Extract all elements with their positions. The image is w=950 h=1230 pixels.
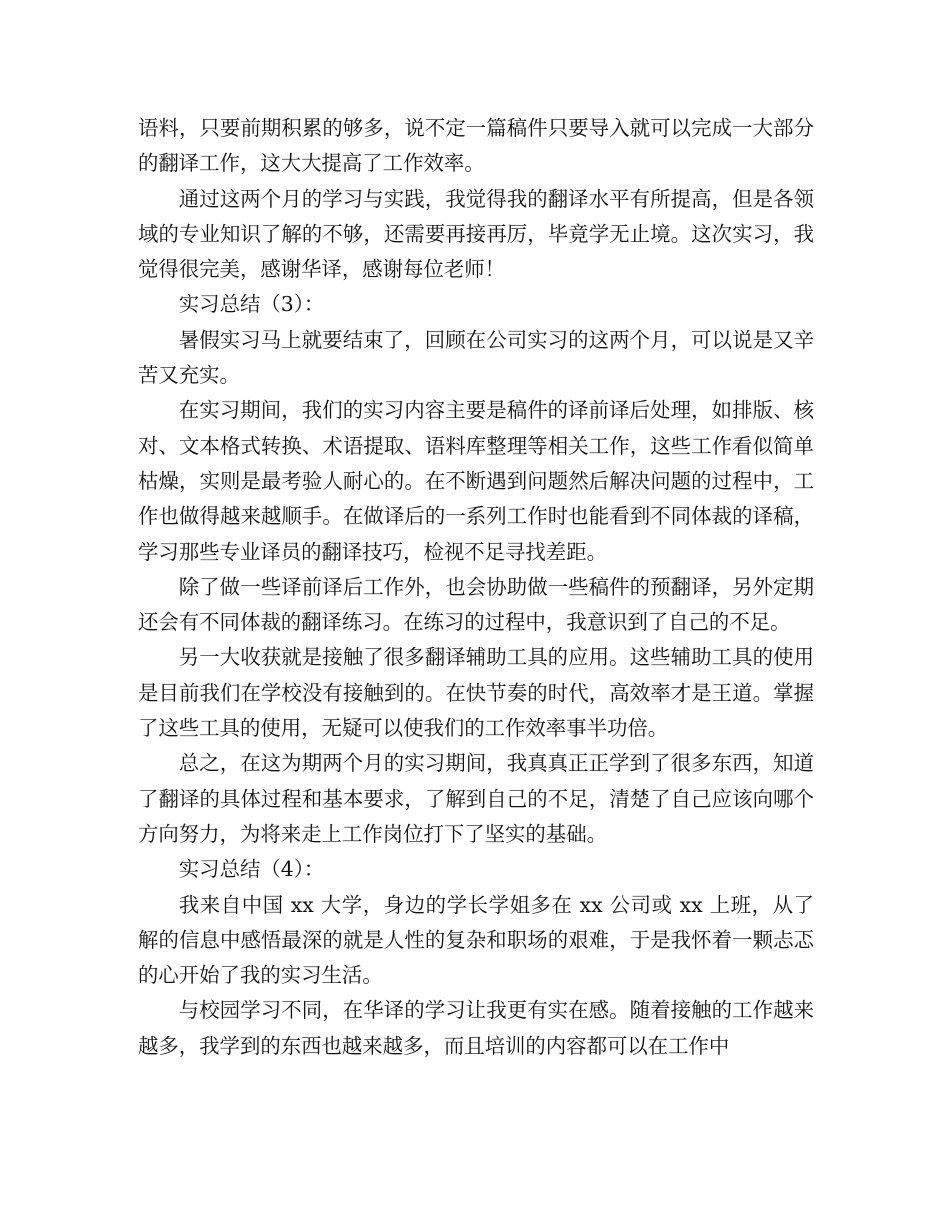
section-heading-summary-3: 实习总结（3）： [178,292,325,317]
paragraph-3: 暑假实习马上就要结束了，回顾在公司实习的这两个月，可以说是又辛苦又充实。 [138,327,814,388]
paragraph-1: 语料，只要前期积累的够多，说不定一篇稿件只要导入就可以完成一大部分的翻译工作，这大大提高了工作效率。 [138,116,814,176]
paragraph-7: 总之，在这为期两个月的实习期间，我真真正正学到了很多东西，知道了翻译的具体过程和基本要求，了解到自己的不足，清楚了自己应该向哪个方向努力，为将来走上工作岗位打下了坚实的基础。 [138,751,814,846]
paragraph-2: 通过这两个月的学习与实践，我觉得我的翻译水平有所提高，但是各领域的专业知识了解的不够，还需要再接再厉，毕竟学无止境。这次实习，我觉得很完美，感谢华译，感谢每位老师！ [138,186,814,282]
paragraph-4: 在实习期间，我们的实习内容主要是稿件的译前译后处理，如排版、核对、文本格式转换、术语提取、语料库整理等相关工作，这些工作看似简单枯燥，实则是最考验人耐心的。在不断遇到问题然后解决问题的过程中，工作也做得越来越顺手。在做译后的一系列工作时也能看到不同体裁的译稿，学习那些专业译员的翻译技巧，检视不足寻找差距。 [138,398,814,564]
paragraph-8: 我来自中国 xx 大学，身边的学长学姐多在 xx 公司或 xx 上班，从了解的信息中感悟最深的就是人性的复杂和职场的艰难，于是我怀着一颗忐忑的心开始了我的实习生活。 [138,892,814,988]
section-heading-summary-4: 实习总结（4）： [178,857,325,882]
document-page [138,111,814,1064]
paragraph-5: 除了做一些译前译后工作外，也会协助做一些稿件的预翻译，另外定期还会有不同体裁的翻译练习。在练习的过程中，我意识到了自己的不足。 [138,574,814,635]
paragraph-9: 与校园学习不同，在华译的学习让我更有实在感。随着接触的工作越来越多，我学到的东西也越来越多，而且培训的内容都可以在工作中 [138,998,814,1058]
paragraph-6: 另一大收获就是接触了很多翻译辅助工具的应用。这些辅助工具的使用是目前我们在学校没有接触到的。在快节奏的时代，高效率才是王道。掌握了这些工具的使用，无疑可以使我们的工作效率事半功倍。 [138,645,814,741]
